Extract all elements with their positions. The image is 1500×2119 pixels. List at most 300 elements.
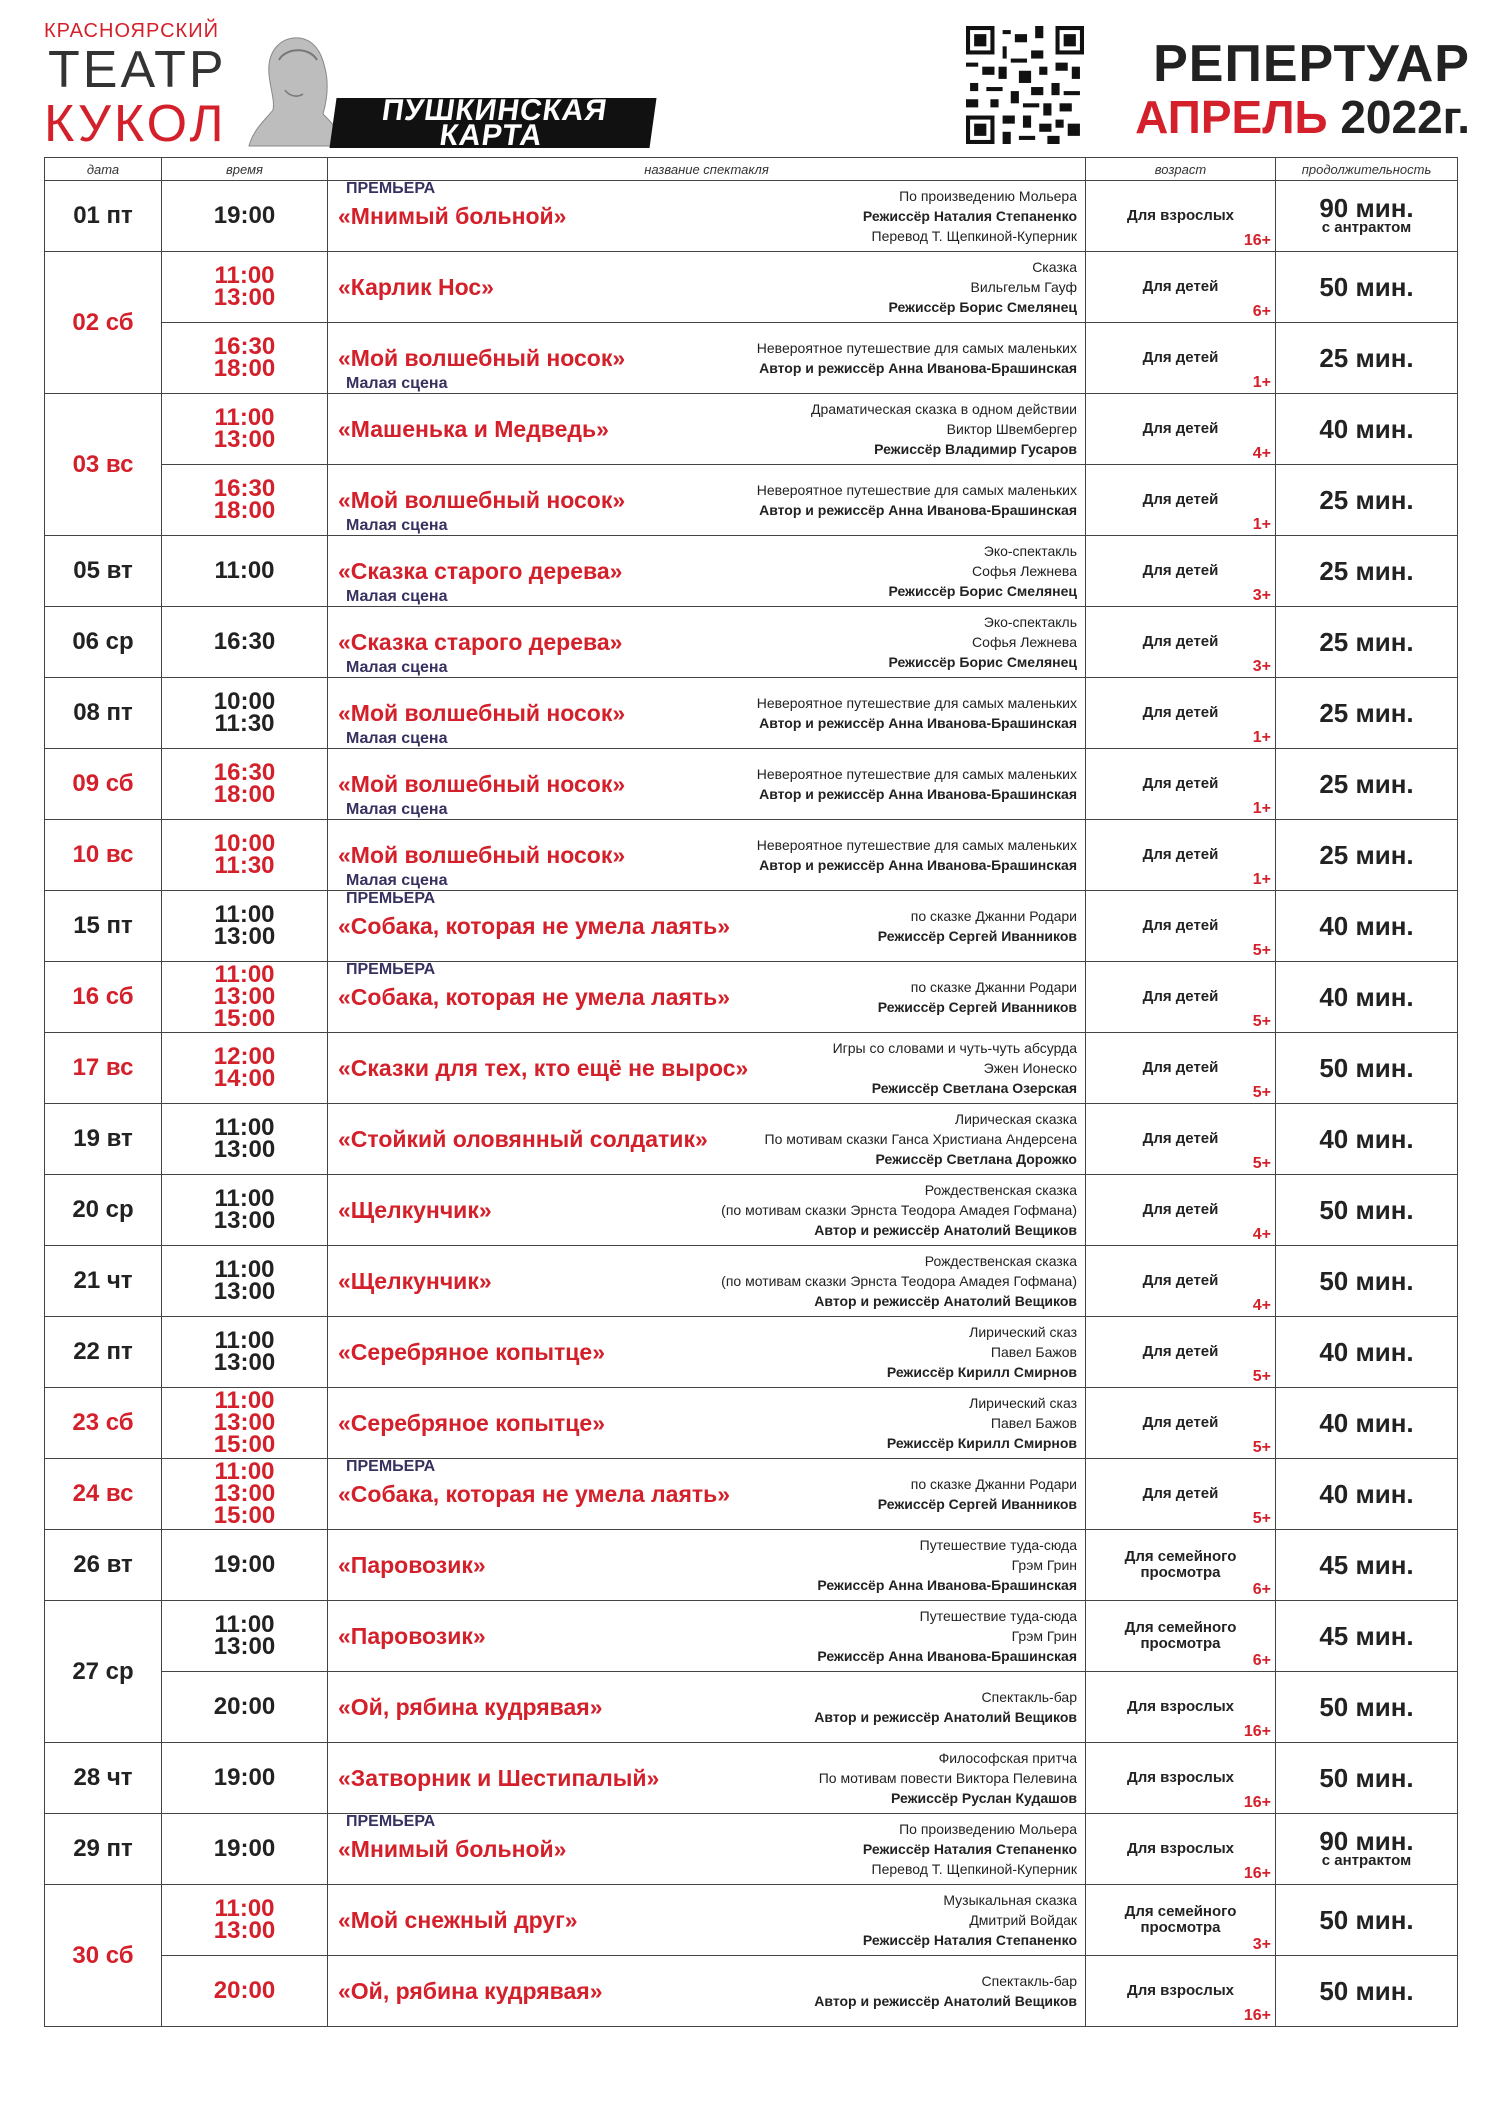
- table-row[interactable]: [45, 394, 1458, 465]
- credit-line: Невероятное путешествие для самых маленьких: [756, 482, 1077, 498]
- age-cell: [1086, 962, 1276, 1033]
- age-rating: 1+: [1252, 729, 1271, 746]
- performance-title[interactable]: «Мой волшебный носок»: [338, 345, 626, 371]
- credit-line: Невероятное путешествие для самых маленьких: [756, 766, 1077, 782]
- age-cell: [1086, 1175, 1276, 1246]
- age-cell: [1086, 181, 1276, 252]
- showtime: 11:00: [214, 1114, 275, 1141]
- showtime: 13:00: [213, 1278, 276, 1305]
- credit-line: Автор и режиссёр Анатолий Вещиков: [814, 1293, 1077, 1309]
- credit-line: Спектакль-бар: [981, 1973, 1077, 1989]
- showtime: 11:00: [214, 901, 275, 928]
- title-cell[interactable]: [328, 820, 1086, 891]
- performance-title[interactable]: «Собака, которая не умела лаять»: [338, 913, 731, 939]
- credit-line: Музыкальная сказка: [943, 1892, 1077, 1908]
- duration: 50 мин.: [1319, 1763, 1414, 1793]
- age-cell: [1086, 1956, 1276, 2027]
- date-cell: 06 ср: [45, 607, 162, 678]
- premiere-badge: ПРЕМЬЕРА: [346, 1458, 436, 1475]
- performance[interactable]: [328, 678, 1085, 748]
- age-cell: [1086, 1672, 1276, 1743]
- credit-line: по сказке Джанни Родари: [910, 1476, 1077, 1492]
- table-row[interactable]: [45, 1175, 1458, 1246]
- duration-cell: [1276, 749, 1458, 820]
- performance[interactable]: [328, 607, 1085, 677]
- duration: 50 мин.: [1319, 1692, 1414, 1722]
- performance-credits: [765, 1104, 1077, 1174]
- performance[interactable]: [328, 394, 1085, 464]
- table-row[interactable]: [45, 1459, 1458, 1530]
- title-cell[interactable]: [328, 1743, 1086, 1814]
- showtime: 18:00: [213, 355, 276, 382]
- duration-cell: [1276, 1033, 1458, 1104]
- performance[interactable]: [328, 465, 1085, 535]
- duration: 90 мин.: [1319, 1826, 1414, 1856]
- duration-cell: [1276, 607, 1458, 678]
- duration: 25 мин.: [1319, 769, 1414, 799]
- table-row[interactable]: [45, 607, 1458, 678]
- credit-line: Софья Лежнева: [972, 634, 1077, 650]
- audience: Для семейного просмотра: [1124, 1619, 1237, 1652]
- duration-cell: [1276, 1317, 1458, 1388]
- repertoire-table: [44, 157, 1458, 2027]
- performance[interactable]: [328, 820, 1085, 890]
- age-rating: 3+: [1252, 658, 1271, 675]
- title-cell[interactable]: [328, 394, 1086, 465]
- showtime: 11:00: [214, 1611, 275, 1638]
- time-cell: [162, 181, 328, 252]
- performance-title[interactable]: «Стойкий оловянный солдатик»: [338, 1126, 708, 1152]
- table-row[interactable]: [45, 1033, 1458, 1104]
- credit-line: Режиссёр Наталия Степаненко: [862, 1841, 1077, 1857]
- performance-title[interactable]: «Затворник и Шестипалый»: [338, 1765, 660, 1791]
- performance-title[interactable]: «Мой волшебный носок»: [338, 700, 626, 726]
- header: [0, 0, 1500, 153]
- credit-line: По мотивам сказки Ганса Христиана Андерсена: [764, 1131, 1077, 1147]
- performance[interactable]: [328, 749, 1085, 819]
- performance-credits: [878, 962, 1077, 1032]
- showtime: 16:30: [213, 333, 276, 360]
- duration-cell: [1276, 1175, 1458, 1246]
- time-cell: [162, 1601, 328, 1672]
- performance[interactable]: [328, 323, 1085, 393]
- credit-line: Режиссёр Борис Смелянец: [888, 583, 1077, 599]
- credit-line: Павел Бажов: [990, 1344, 1077, 1360]
- age-cell: [1086, 1033, 1276, 1104]
- title-cell[interactable]: [328, 891, 1086, 962]
- performance-title[interactable]: «Сказки для тех, кто ещё не вырос»: [338, 1055, 749, 1081]
- title-cell[interactable]: [328, 1530, 1086, 1601]
- age-rating: 5+: [1252, 1084, 1271, 1101]
- premiere-badge: ПРЕМЬЕРА: [346, 1813, 436, 1830]
- duration-cell: [1276, 1104, 1458, 1175]
- performance[interactable]: [328, 1814, 1085, 1884]
- title-cell[interactable]: [328, 1956, 1086, 2027]
- performance-title[interactable]: «Мой волшебный носок»: [338, 842, 626, 868]
- credit-line: (по мотивам сказки Эрнста Теодора Амадея Гофмана): [721, 1202, 1077, 1218]
- duration: 25 мин.: [1319, 627, 1414, 657]
- duration: 50 мин.: [1319, 1266, 1414, 1296]
- credit-line: Автор и режиссёр Анна Иванова-Брашинская: [759, 715, 1077, 731]
- age-cell: [1086, 1530, 1276, 1601]
- duration-cell: [1276, 1814, 1458, 1885]
- date-cell: 09 сб: [45, 749, 162, 820]
- table-row[interactable]: [45, 1956, 1458, 2027]
- performance-title[interactable]: «Щелкунчик»: [338, 1268, 492, 1294]
- duration-cell: [1276, 1601, 1458, 1672]
- credit-line: Автор и режиссёр Анатолий Вещиков: [814, 1222, 1077, 1238]
- duration-cell: [1276, 1530, 1458, 1601]
- showtime: 16:30: [213, 628, 276, 655]
- date-cell: 28 чт: [45, 1743, 162, 1814]
- title-cell[interactable]: [328, 1601, 1086, 1672]
- logo-theatre: ТЕАТР: [48, 41, 227, 99]
- performance-credits: [878, 1459, 1077, 1529]
- credit-line: Режиссёр Борис Смелянец: [888, 299, 1077, 315]
- showtime: 15:00: [213, 1005, 276, 1032]
- credit-line: Невероятное путешествие для самых маленьких: [756, 837, 1077, 853]
- performance[interactable]: [328, 1601, 1085, 1671]
- title-cell[interactable]: [328, 536, 1086, 607]
- intermission-note: с антрактом: [1321, 1852, 1412, 1869]
- audience: Для взрослых: [1127, 1982, 1234, 1999]
- performance-credits: [721, 1246, 1077, 1316]
- age-cell: [1086, 1246, 1276, 1317]
- duration: 50 мин.: [1319, 1905, 1414, 1935]
- credit-line: Режиссёр Анна Иванова-Брашинская: [817, 1577, 1077, 1593]
- showtime: 19:00: [213, 1764, 276, 1791]
- performance[interactable]: [328, 1956, 1085, 2026]
- age-rating: 1+: [1252, 516, 1271, 533]
- audience: Для детей: [1142, 988, 1219, 1005]
- title-cell[interactable]: [328, 1104, 1086, 1175]
- credit-line: Эко-спектакль: [983, 543, 1077, 559]
- performance[interactable]: [328, 1033, 1085, 1103]
- age-rating: 16+: [1243, 1865, 1271, 1882]
- title-cell[interactable]: [328, 323, 1086, 394]
- table-row[interactable]: [45, 1601, 1458, 1672]
- time-cell: [162, 749, 328, 820]
- credit-line: Автор и режиссёр Анна Иванова-Брашинская: [759, 786, 1077, 802]
- credit-line: По произведению Мольера: [899, 188, 1077, 204]
- age-cell: [1086, 1601, 1276, 1672]
- performance-credits: [757, 323, 1077, 393]
- performance[interactable]: [328, 252, 1085, 322]
- title-cell[interactable]: [328, 252, 1086, 323]
- credit-line: Автор и режиссёр Анна Иванова-Брашинская: [759, 502, 1077, 518]
- duration-cell: [1276, 1388, 1458, 1459]
- title-cell[interactable]: [328, 1885, 1086, 1956]
- performance-title[interactable]: «Собака, которая не умела лаять»: [338, 984, 731, 1010]
- table-row[interactable]: [45, 962, 1458, 1033]
- table-row[interactable]: [45, 252, 1458, 323]
- age-rating: 4+: [1252, 1226, 1271, 1243]
- duration-cell: [1276, 323, 1458, 394]
- credit-line: Режиссёр Светлана Озерская: [871, 1080, 1077, 1096]
- title-cell[interactable]: [328, 1672, 1086, 1743]
- duration-cell: [1276, 1459, 1458, 1530]
- audience: Для детей: [1142, 775, 1219, 792]
- time-cell: [162, 1459, 328, 1530]
- date-cell: 02 сб: [45, 252, 162, 394]
- credit-line: Грэм Грин: [1011, 1557, 1077, 1573]
- audience: Для взрослых: [1127, 1840, 1234, 1857]
- duration: 40 мин.: [1319, 1337, 1414, 1367]
- showtime: 13:00: [213, 1409, 276, 1436]
- showtime: 13:00: [213, 983, 276, 1010]
- duration: 25 мин.: [1319, 698, 1414, 728]
- showtime: 15:00: [213, 1431, 276, 1458]
- performance-title[interactable]: «Мой снежный друг»: [338, 1907, 578, 1933]
- page-title: РЕПЕРТУАР: [1153, 35, 1470, 93]
- performance-credits: [888, 607, 1077, 677]
- age-cell: [1086, 607, 1276, 678]
- performance[interactable]: [328, 1530, 1085, 1600]
- performance-credits: [817, 1601, 1077, 1671]
- duration-cell: [1276, 1885, 1458, 1956]
- performance[interactable]: [328, 1672, 1085, 1742]
- title-cell[interactable]: [328, 1246, 1086, 1317]
- table-row[interactable]: [45, 1104, 1458, 1175]
- credit-line: Режиссёр Владимир Гусаров: [874, 441, 1077, 457]
- age-rating: 4+: [1252, 445, 1271, 462]
- performance-title[interactable]: «Собака, которая не умела лаять»: [338, 1481, 731, 1507]
- performance[interactable]: [328, 1885, 1085, 1955]
- table-row[interactable]: [45, 465, 1458, 536]
- duration-cell: [1276, 1246, 1458, 1317]
- time-cell: [162, 607, 328, 678]
- table-row[interactable]: [45, 181, 1458, 252]
- date-cell: 29 пт: [45, 1814, 162, 1885]
- performance[interactable]: [328, 1459, 1085, 1529]
- time-cell: [162, 1814, 328, 1885]
- age-cell: [1086, 749, 1276, 820]
- time-cell: [162, 1672, 328, 1743]
- performance-title[interactable]: «Щелкунчик»: [338, 1197, 492, 1223]
- showtime: 20:00: [213, 1693, 276, 1720]
- title-cell[interactable]: [328, 749, 1086, 820]
- time-cell: [162, 536, 328, 607]
- title-cell[interactable]: [328, 1317, 1086, 1388]
- credit-line: Перевод Т. Щепкиной-Куперник: [871, 228, 1077, 244]
- stage-label: Малая сцена: [346, 588, 448, 605]
- credit-line: Грэм Грин: [1011, 1628, 1077, 1644]
- duration-cell: [1276, 678, 1458, 749]
- title-cell[interactable]: [328, 678, 1086, 749]
- showtime: 13:00: [213, 426, 276, 453]
- showtime: 13:00: [213, 1136, 276, 1163]
- table-row[interactable]: [45, 1672, 1458, 1743]
- audience: Для взрослых: [1127, 1698, 1234, 1715]
- showtime: 11:00: [214, 262, 275, 289]
- date-cell: 22 пт: [45, 1317, 162, 1388]
- performance-title[interactable]: «Машенька и Медведь»: [338, 416, 609, 442]
- credit-line: Дмитрий Войдак: [969, 1912, 1077, 1928]
- age-rating: 5+: [1252, 1013, 1271, 1030]
- performance[interactable]: [328, 1246, 1085, 1316]
- performance[interactable]: [328, 1175, 1085, 1245]
- duration-cell: [1276, 536, 1458, 607]
- time-cell: [162, 1104, 328, 1175]
- age-rating: 5+: [1252, 1155, 1271, 1172]
- age-rating: 6+: [1252, 1652, 1271, 1669]
- age-cell: [1086, 252, 1276, 323]
- intermission-note: с антрактом: [1321, 219, 1412, 236]
- credit-line: Невероятное путешествие для самых маленьких: [756, 340, 1077, 356]
- table-row[interactable]: [45, 536, 1458, 607]
- credit-line: Путешествие туда-сюда: [919, 1537, 1077, 1553]
- age-cell: [1086, 1388, 1276, 1459]
- year: 2022г.: [1340, 91, 1470, 143]
- table-row[interactable]: [45, 1814, 1458, 1885]
- title-cell[interactable]: [328, 465, 1086, 536]
- title-cell[interactable]: [328, 1459, 1086, 1530]
- credit-line: Эко-спектакль: [983, 614, 1077, 630]
- performance[interactable]: [328, 891, 1085, 961]
- performance-title[interactable]: «Сказка старого дерева»: [338, 629, 623, 655]
- performance[interactable]: [328, 1317, 1085, 1387]
- time-cell: [162, 394, 328, 465]
- showtime: 19:00: [213, 1835, 276, 1862]
- performance-title[interactable]: «Мой волшебный носок»: [338, 487, 626, 513]
- showtime: 11:00: [214, 961, 275, 988]
- credit-line: Рождественская сказка: [924, 1253, 1077, 1269]
- column-header-date: дата: [45, 158, 162, 181]
- showtime: 18:00: [213, 497, 276, 524]
- table-row[interactable]: [45, 1530, 1458, 1601]
- showtime: 11:30: [214, 710, 275, 737]
- showtime: 11:00: [214, 404, 275, 431]
- date-cell: 30 сб: [45, 1885, 162, 2027]
- table-row[interactable]: [45, 1885, 1458, 1956]
- age-rating: 16+: [1243, 232, 1271, 249]
- audience: Для детей: [1142, 1130, 1219, 1147]
- title-cell[interactable]: [328, 1033, 1086, 1104]
- credit-line: Игры со словами и чуть-чуть абсурда: [832, 1040, 1077, 1056]
- credit-line: Режиссёр Наталия Степаненко: [862, 208, 1077, 224]
- credit-line: По мотивам повести Виктора Пелевина: [818, 1770, 1077, 1786]
- table-row[interactable]: [45, 1317, 1458, 1388]
- table-row[interactable]: [45, 323, 1458, 394]
- credit-line: Лирический сказ: [969, 1395, 1077, 1411]
- duration: 40 мин.: [1319, 1408, 1414, 1438]
- performance-credits: [757, 678, 1077, 748]
- showtime: 16:30: [213, 759, 276, 786]
- credit-line: Спектакль-бар: [981, 1689, 1077, 1705]
- performance-credits: [757, 465, 1077, 535]
- age-cell: [1086, 1459, 1276, 1530]
- audience: Для детей: [1142, 562, 1219, 579]
- performance[interactable]: [328, 536, 1085, 606]
- performance[interactable]: [328, 1743, 1085, 1813]
- credit-line: Режиссёр Сергей Иванников: [877, 928, 1077, 944]
- credit-line: (по мотивам сказки Эрнста Теодора Амадея Гофмана): [721, 1273, 1077, 1289]
- date-cell: 26 вт: [45, 1530, 162, 1601]
- performance-title[interactable]: «Мнимый больной»: [338, 203, 567, 229]
- qr-code-icon[interactable]: [966, 26, 1084, 144]
- age-rating: 1+: [1252, 800, 1271, 817]
- performance-title[interactable]: «Серебряное копытце»: [338, 1339, 606, 1365]
- table-row[interactable]: [45, 678, 1458, 749]
- audience: Для детей: [1142, 1059, 1219, 1076]
- time-cell: [162, 323, 328, 394]
- credit-line: Перевод Т. Щепкиной-Куперник: [871, 1861, 1077, 1877]
- title-cell[interactable]: [328, 1388, 1086, 1459]
- credit-line: Путешествие туда-сюда: [919, 1608, 1077, 1624]
- table-row[interactable]: [45, 820, 1458, 891]
- credit-line: Рождественская сказка: [924, 1182, 1077, 1198]
- credit-line: По произведению Мольера: [899, 1821, 1077, 1837]
- title-cell[interactable]: [328, 1175, 1086, 1246]
- performance-title[interactable]: «Ой, рябина кудрявая»: [338, 1978, 603, 2004]
- credit-line: Виктор Швембергер: [946, 421, 1077, 437]
- performance-credits: [819, 1743, 1077, 1813]
- month: АПРЕЛЬ: [1135, 91, 1328, 143]
- title-cell[interactable]: [328, 181, 1086, 252]
- showtime: 18:00: [213, 781, 276, 808]
- age-rating: 16+: [1243, 1794, 1271, 1811]
- performance-credits: [863, 1814, 1077, 1884]
- performance[interactable]: [328, 181, 1085, 251]
- audience: Для детей: [1142, 491, 1219, 508]
- table-row[interactable]: [45, 1246, 1458, 1317]
- audience: Для семейного просмотра: [1124, 1548, 1237, 1581]
- performance-title[interactable]: «Мой волшебный носок»: [338, 771, 626, 797]
- title-cell[interactable]: [328, 1814, 1086, 1885]
- duration-cell: [1276, 820, 1458, 891]
- credit-line: Софья Лежнева: [972, 563, 1077, 579]
- showtime: 19:00: [213, 202, 276, 229]
- title-cell[interactable]: [328, 607, 1086, 678]
- age-rating: 3+: [1252, 1936, 1271, 1953]
- age-rating: 16+: [1243, 2007, 1271, 2024]
- premiere-badge: ПРЕМЬЕРА: [346, 180, 436, 197]
- duration-cell: [1276, 465, 1458, 536]
- table-row[interactable]: [45, 1743, 1458, 1814]
- performance[interactable]: [328, 1388, 1085, 1458]
- performance-title[interactable]: «Паровозик»: [338, 1552, 486, 1578]
- age-rating: 1+: [1252, 871, 1271, 888]
- performance[interactable]: [328, 1104, 1085, 1174]
- theatre-logo[interactable]: [44, 20, 227, 153]
- performance-title[interactable]: «Ой, рябина кудрявая»: [338, 1694, 603, 1720]
- time-cell: [162, 678, 328, 749]
- table-row[interactable]: [45, 749, 1458, 820]
- performance[interactable]: [328, 962, 1085, 1032]
- age-cell: [1086, 1104, 1276, 1175]
- duration: 25 мин.: [1319, 343, 1414, 373]
- table-row[interactable]: [45, 891, 1458, 962]
- pushkin-card-logo[interactable]: [245, 30, 655, 150]
- performance-title[interactable]: «Мнимый больной»: [338, 1836, 567, 1862]
- duration-cell: [1276, 252, 1458, 323]
- credit-line: Режиссёр Сергей Иванников: [877, 1496, 1077, 1512]
- performance-title[interactable]: «Паровозик»: [338, 1623, 486, 1649]
- stage-label: Малая сцена: [346, 517, 448, 534]
- performance-title[interactable]: «Сказка старого дерева»: [338, 558, 623, 584]
- duration-cell: [1276, 181, 1458, 252]
- performance-credits: [814, 1956, 1077, 2026]
- showtime: 11:00: [214, 1458, 275, 1485]
- title-cell[interactable]: [328, 962, 1086, 1033]
- table-row[interactable]: [45, 1388, 1458, 1459]
- age-cell: [1086, 1885, 1276, 1956]
- duration: 40 мин.: [1319, 1479, 1414, 1509]
- age-cell: [1086, 820, 1276, 891]
- performance-title[interactable]: «Серебряное копытце»: [338, 1410, 606, 1436]
- performance-title[interactable]: «Карлик Нос»: [338, 274, 494, 300]
- credit-line: Режиссёр Руслан Кудашов: [891, 1790, 1077, 1806]
